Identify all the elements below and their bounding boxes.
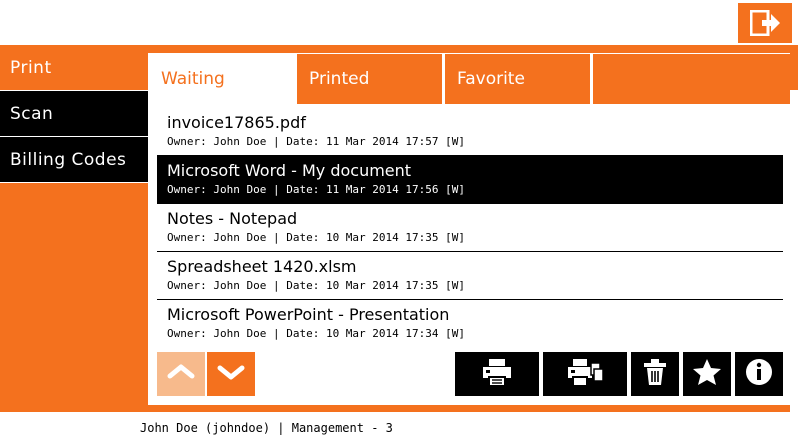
action-toolbar xyxy=(149,350,791,404)
list-item[interactable] xyxy=(157,204,783,252)
favorite-button[interactable] xyxy=(683,352,731,396)
chevron-down-icon xyxy=(217,363,245,385)
scroll-down-button[interactable] xyxy=(207,352,255,396)
print-copies-button[interactable] xyxy=(543,352,627,396)
panel-right-margin xyxy=(790,90,798,442)
printer-icon xyxy=(481,357,513,391)
job-meta: Owner: John Doe | Date: 11 Mar 2014 17:57 [W] xyxy=(167,135,466,148)
tab-printed[interactable] xyxy=(297,54,445,104)
sidebar-item-label: Billing Codes xyxy=(10,149,127,170)
sidebar-item-print[interactable] xyxy=(0,45,148,91)
status-bar xyxy=(0,412,798,442)
tab-favorite[interactable] xyxy=(445,54,593,104)
list-item[interactable] xyxy=(157,108,783,156)
job-title: Microsoft PowerPoint - Presentation xyxy=(167,305,450,324)
main-canvas xyxy=(0,45,798,412)
sidebar-item-billing-codes[interactable] xyxy=(0,137,148,183)
sidebar-item-label: Scan xyxy=(10,103,54,124)
logout-button[interactable] xyxy=(738,3,792,43)
job-meta: Owner: John Doe | Date: 10 Mar 2014 17:35 [W] xyxy=(167,279,466,292)
job-title: Microsoft Word - My document xyxy=(167,161,412,180)
logout-icon xyxy=(750,10,780,36)
job-title: invoice17865.pdf xyxy=(167,113,306,132)
printer-copies-icon xyxy=(567,357,603,391)
action-buttons xyxy=(451,352,783,396)
info-icon xyxy=(745,358,773,390)
sidebar-item-scan[interactable] xyxy=(0,91,148,137)
sidebar-item-label: Print xyxy=(10,57,52,78)
list-item[interactable] xyxy=(157,156,783,204)
top-bar xyxy=(0,0,798,45)
list-item[interactable] xyxy=(157,300,783,348)
job-title: Spreadsheet 1420.xlsm xyxy=(167,257,357,276)
list-item[interactable] xyxy=(157,252,783,300)
tab-label: Favorite xyxy=(457,69,525,89)
job-meta: Owner: John Doe | Date: 10 Mar 2014 17:34 [W] xyxy=(167,327,466,340)
trash-icon xyxy=(642,358,668,390)
job-title: Notes - Notepad xyxy=(167,209,298,228)
tab-label: Printed xyxy=(309,69,370,89)
tab-bar xyxy=(149,54,791,104)
tab-label: Waiting xyxy=(161,69,225,89)
tab-waiting[interactable] xyxy=(149,54,297,104)
info-button[interactable] xyxy=(735,352,783,396)
job-panel xyxy=(148,53,790,405)
print-button[interactable] xyxy=(455,352,539,396)
job-meta: Owner: John Doe | Date: 10 Mar 2014 17:35 [W] xyxy=(167,231,466,244)
star-icon xyxy=(693,358,721,390)
job-meta: Owner: John Doe | Date: 11 Mar 2014 17:56 [W] xyxy=(167,183,466,196)
delete-button[interactable] xyxy=(631,352,679,396)
job-list[interactable] xyxy=(149,104,791,352)
scroll-up-button[interactable] xyxy=(157,352,205,396)
sidebar xyxy=(0,45,148,183)
status-text: John Doe (johndoe) | Management - 3 xyxy=(140,421,393,435)
chevron-up-icon xyxy=(167,363,195,385)
